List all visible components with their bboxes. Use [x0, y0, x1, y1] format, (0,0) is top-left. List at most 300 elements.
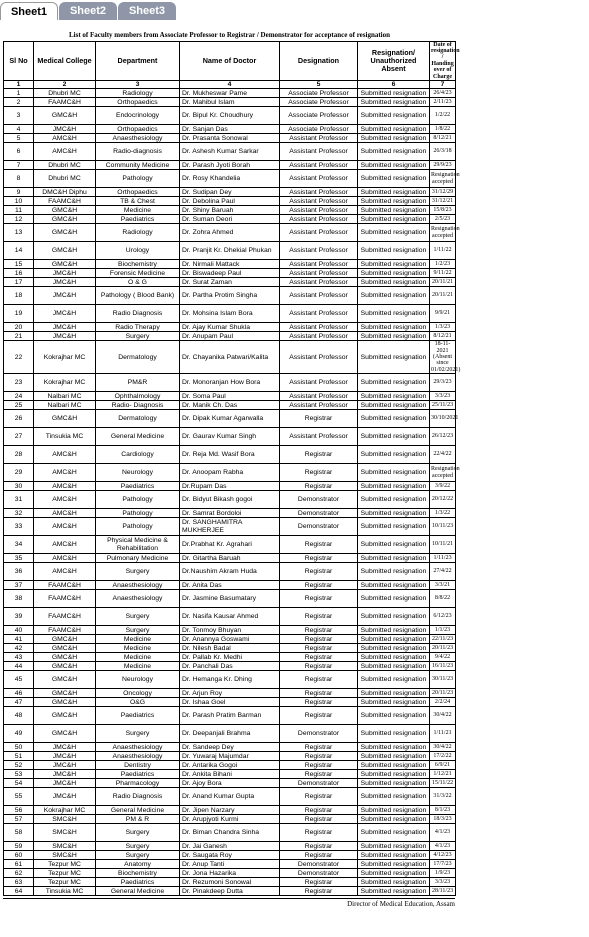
cell-medical-college: JMC&H — [34, 752, 96, 761]
cell-resignation-status: Submitted resignation — [358, 761, 430, 770]
cell-designation: Registrar — [280, 536, 358, 554]
cell-doctor-name: Dr. Reja Md. Wasif Bora — [180, 446, 280, 464]
table-row — [4, 662, 456, 671]
cell-doctor-name: Dr. Pinakdeep Dutta — [180, 887, 280, 896]
cell-date: 20/12/22 — [430, 491, 456, 509]
cell-department: Medicine — [96, 206, 180, 215]
cell-medical-college: GMC&H — [34, 725, 96, 743]
header-resignation-status: Resignation/ Unauthorized Absent — [358, 41, 430, 80]
footer-signature: Director of Medical Education, Assam — [3, 898, 455, 908]
cell-medical-college: GMC&H — [34, 242, 96, 260]
cell-date: 17/2/22 — [430, 752, 456, 761]
cell-date: 2/5/23 — [430, 215, 456, 224]
cell-medical-college: Tinsukia MC — [34, 428, 96, 446]
cell-doctor-name: Dr. Parash Jyoti Borah — [180, 161, 280, 170]
cell-date: 4/1/23 — [430, 842, 456, 851]
cell-date: 1/11/22 — [430, 242, 456, 260]
table-row — [4, 824, 456, 842]
cell-resignation-status: Submitted resignation — [358, 752, 430, 761]
cell-resignation-status: Submitted resignation — [358, 170, 430, 188]
cell-designation: Assistant Professor — [280, 170, 358, 188]
cell-sl-no: 8 — [4, 170, 34, 188]
cell-sl-no: 9 — [4, 188, 34, 197]
cell-date: 9/9/21 — [430, 305, 456, 323]
cell-department: Forensic Medicine — [96, 269, 180, 278]
cell-sl-no: 1 — [4, 89, 34, 98]
cell-sl-no: 59 — [4, 842, 34, 851]
table-row — [4, 332, 456, 341]
table-row — [4, 161, 456, 170]
cell-medical-college: JMC&H — [34, 332, 96, 341]
cell-resignation-status: Submitted resignation — [358, 482, 430, 491]
cell-resignation-status: Submitted resignation — [358, 644, 430, 653]
cell-medical-college: AMC&H — [34, 482, 96, 491]
cell-sl-no: 35 — [4, 554, 34, 563]
cell-designation: Registrar — [280, 482, 358, 491]
cell-sl-no: 64 — [4, 887, 34, 896]
cell-date: 6/9/21 — [430, 761, 456, 770]
cell-sl-no: 52 — [4, 761, 34, 770]
cell-resignation-status: Submitted resignation — [358, 887, 430, 896]
cell-resignation-status: Submitted resignation — [358, 689, 430, 698]
cell-resignation-status: Submitted resignation — [358, 401, 430, 410]
cell-doctor-name: Dr. Deepanjali Brahma — [180, 725, 280, 743]
table-row — [4, 269, 456, 278]
cell-designation: Assistant Professor — [280, 323, 358, 332]
cell-sl-no: 58 — [4, 824, 34, 842]
table-row — [4, 89, 456, 98]
cell-date: 25/11/23 — [430, 401, 456, 410]
cell-date: 29/9/23 — [430, 161, 456, 170]
cell-department: Anaesthesiology — [96, 134, 180, 143]
cell-sl-no: 24 — [4, 392, 34, 401]
cell-department: Oncology — [96, 689, 180, 698]
cell-resignation-status: Submitted resignation — [358, 842, 430, 851]
cell-date: 15/8/23 — [430, 206, 456, 215]
cell-date: 1/12/21 — [430, 770, 456, 779]
table-row — [4, 698, 456, 707]
cell-doctor-name: Dr. Sanjan Das — [180, 125, 280, 134]
cell-date: 17/7/23 — [430, 860, 456, 869]
table-row — [4, 482, 456, 491]
cell-doctor-name: Dr. Gaurav Kumar Singh — [180, 428, 280, 446]
table-body — [4, 89, 461, 896]
cell-sl-no: 15 — [4, 260, 34, 269]
cell-department: Neurology — [96, 671, 180, 689]
table-row — [4, 581, 456, 590]
cell-designation: Demonstrator — [280, 491, 358, 509]
cell-medical-college: GMC&H — [34, 635, 96, 644]
cell-date: 1/3/22 — [430, 509, 456, 518]
cell-resignation-status: Submitted resignation — [358, 392, 430, 401]
cell-doctor-name: Dr. Dipak Kumar Agarwalla — [180, 410, 280, 428]
table-row — [4, 215, 456, 224]
cell-medical-college: AMC&H — [34, 143, 96, 161]
cell-designation: Assistant Professor — [280, 401, 358, 410]
table-row — [4, 224, 456, 242]
cell-designation: Assistant Professor — [280, 197, 358, 206]
table-row — [4, 509, 456, 518]
cell-date: 1/11/21 — [430, 725, 456, 743]
cell-medical-college: FAAMC&H — [34, 590, 96, 608]
cell-date: 1/3/23 — [430, 323, 456, 332]
cell-medical-college: AMC&H — [34, 554, 96, 563]
cell-medical-college: JMC&H — [34, 305, 96, 323]
cell-sl-no: 40 — [4, 626, 34, 635]
cell-medical-college: Nalbari MC — [34, 401, 96, 410]
cell-sl-no: 2 — [4, 98, 34, 107]
cell-department: Surgery — [96, 608, 180, 626]
cell-resignation-status: Submitted resignation — [358, 635, 430, 644]
cell-designation: Registrar — [280, 887, 358, 896]
cell-doctor-name: Dr. Ajay Kumar Shukla — [180, 323, 280, 332]
cell-date: 3/9/22 — [430, 482, 456, 491]
cell-medical-college: Tezpur MC — [34, 878, 96, 887]
cell-department: Biochemistry — [96, 260, 180, 269]
table-row — [4, 125, 456, 134]
cell-resignation-status: Submitted resignation — [358, 161, 430, 170]
cell-resignation-status: Submitted resignation — [358, 242, 430, 260]
cell-resignation-status: Submitted resignation — [358, 323, 430, 332]
cell-doctor-name: Dr. Anupam Paul — [180, 332, 280, 341]
table-row — [4, 206, 456, 215]
cell-date: Resignation accepted — [430, 464, 456, 482]
cell-doctor-name: Dr. Jona Hazarika — [180, 869, 280, 878]
table-row — [4, 554, 456, 563]
cell-department: Cardiology — [96, 446, 180, 464]
cell-sl-no: 16 — [4, 269, 34, 278]
cell-doctor-name: Dr. Mohsina Islam Bora — [180, 305, 280, 323]
cell-sl-no: 57 — [4, 815, 34, 824]
column-number: 3 — [96, 80, 180, 88]
cell-designation: Registrar — [280, 806, 358, 815]
cell-sl-no: 38 — [4, 590, 34, 608]
cell-doctor-name: Dr. Monoranjan How Bora — [180, 374, 280, 392]
cell-designation: Assistant Professor — [280, 143, 358, 161]
cell-resignation-status: Submitted resignation — [358, 869, 430, 878]
cell-medical-college: JMC&H — [34, 278, 96, 287]
cell-designation: Registrar — [280, 563, 358, 581]
cell-resignation-status: Submitted resignation — [358, 188, 430, 197]
cell-medical-college: Tezpur MC — [34, 869, 96, 878]
cell-doctor-name: Dr. Gitartha Baruah — [180, 554, 280, 563]
header-name-of-doctor: Name of Doctor — [180, 41, 280, 80]
cell-department: Pharmacology — [96, 779, 180, 788]
cell-medical-college: Dhubri MC — [34, 170, 96, 188]
cell-sl-no: 36 — [4, 563, 34, 581]
cell-department: Pathology — [96, 509, 180, 518]
cell-designation: Assistant Professor — [280, 206, 358, 215]
column-number: 6 — [358, 80, 430, 88]
cell-date: 1/2/23 — [430, 260, 456, 269]
cell-designation: Assistant Professor — [280, 278, 358, 287]
cell-date: 4/12/23 — [430, 851, 456, 860]
table-row — [4, 815, 456, 824]
cell-sl-no: 49 — [4, 725, 34, 743]
cell-sl-no: 46 — [4, 689, 34, 698]
cell-doctor-name: Dr. Yuwaraj Majumdar — [180, 752, 280, 761]
cell-designation: Associate Professor — [280, 125, 358, 134]
cell-date: 10/11/21 — [430, 536, 456, 554]
cell-department: Surgery — [96, 626, 180, 635]
column-number: 7 — [430, 80, 456, 88]
cell-medical-college: FAAMC&H — [34, 197, 96, 206]
cell-department: Pulmonary Medicine — [96, 554, 180, 563]
cell-sl-no: 42 — [4, 644, 34, 653]
cell-resignation-status: Submitted resignation — [358, 590, 430, 608]
cell-sl-no: 54 — [4, 779, 34, 788]
cell-resignation-status: Submitted resignation — [358, 536, 430, 554]
cell-designation: Assistant Professor — [280, 188, 358, 197]
table-row — [4, 305, 456, 323]
cell-designation: Registrar — [280, 590, 358, 608]
cell-designation: Assistant Professor — [280, 224, 358, 242]
cell-doctor-name: Dr. Biswadeep Paul — [180, 269, 280, 278]
cell-sl-no: 28 — [4, 446, 34, 464]
cell-department: Paediatrics — [96, 878, 180, 887]
table-row — [4, 707, 456, 725]
cell-designation: Registrar — [280, 662, 358, 671]
cell-date: 30/10/2021 — [430, 410, 456, 428]
cell-doctor-name: Dr. Anoopam Rabha — [180, 464, 280, 482]
cell-designation: Registrar — [280, 770, 358, 779]
cell-sl-no: 13 — [4, 224, 34, 242]
cell-date: 26/3/18 — [430, 143, 456, 161]
cell-doctor-name: Dr. Rezumoni Sonowal — [180, 878, 280, 887]
cell-medical-college: DMC&H Diphu — [34, 188, 96, 197]
cell-doctor-name: Dr. Anita Das — [180, 581, 280, 590]
cell-sl-no: 5 — [4, 134, 34, 143]
cell-doctor-name: Dr. Jai Ganesh — [180, 842, 280, 851]
cell-doctor-name: Dr. Mahibul Islam — [180, 98, 280, 107]
cell-designation: Assistant Professor — [280, 242, 358, 260]
column-number-row — [4, 80, 456, 88]
cell-date: 16/11/23 — [430, 662, 456, 671]
cell-doctor-name: Dr. Jasmine Basumatary — [180, 590, 280, 608]
cell-designation: Registrar — [280, 878, 358, 887]
faculty-resignation-table — [3, 31, 461, 896]
cell-medical-college: GMC&H — [34, 653, 96, 662]
cell-doctor-name: Dr.Rupam Das — [180, 482, 280, 491]
cell-doctor-name: Dr. Suman Deori — [180, 215, 280, 224]
cell-designation: Registrar — [280, 635, 358, 644]
cell-resignation-status: Submitted resignation — [358, 332, 430, 341]
table-row — [4, 842, 456, 851]
cell-doctor-name: Dr. Sudipan Dey — [180, 188, 280, 197]
tab-sheet2[interactable]: Sheet2 — [59, 2, 117, 20]
cell-sl-no: 55 — [4, 788, 34, 806]
cell-sl-no: 34 — [4, 536, 34, 554]
cell-resignation-status: Submitted resignation — [358, 743, 430, 752]
cell-designation: Registrar — [280, 446, 358, 464]
cell-date: 28/11/23 — [430, 887, 456, 896]
cell-date: 4/1/23 — [430, 824, 456, 842]
table-row — [4, 374, 456, 392]
cell-department: Paediatrics — [96, 770, 180, 779]
cell-date: 8/1/23 — [430, 806, 456, 815]
cell-department: Physical Medicine & Rehabilitation — [96, 536, 180, 554]
cell-date: 10/11/23 — [430, 518, 456, 536]
cell-doctor-name: Dr. Shiny Baruah — [180, 206, 280, 215]
cell-doctor-name: Dr. Nilesh Badal — [180, 644, 280, 653]
cell-doctor-name: Dr. Arjun Roy — [180, 689, 280, 698]
cell-department: Biochemistry — [96, 869, 180, 878]
cell-designation: Assistant Professor — [280, 134, 358, 143]
cell-doctor-name: Dr. Surat Zaman — [180, 278, 280, 287]
cell-resignation-status: Submitted resignation — [358, 305, 430, 323]
cell-date: 31/12/21 — [430, 197, 456, 206]
cell-medical-college: GMC&H — [34, 707, 96, 725]
cell-sl-no: 47 — [4, 698, 34, 707]
table-row — [4, 197, 456, 206]
cell-sl-no: 56 — [4, 806, 34, 815]
cell-date: 9/4/22 — [430, 653, 456, 662]
cell-designation: Registrar — [280, 788, 358, 806]
cell-department: PM&R — [96, 374, 180, 392]
cell-medical-college: GMC&H — [34, 260, 96, 269]
cell-department: Surgery — [96, 824, 180, 842]
cell-department: Radio Therapy — [96, 323, 180, 332]
cell-medical-college: JMC&H — [34, 287, 96, 305]
cell-medical-college: GMC&H — [34, 689, 96, 698]
cell-department: Radiology — [96, 224, 180, 242]
cell-sl-no: 51 — [4, 752, 34, 761]
cell-department: Paediatrics — [96, 215, 180, 224]
cell-doctor-name: Dr. Pallab Kr. Medhi — [180, 653, 280, 662]
cell-sl-no: 23 — [4, 374, 34, 392]
table-row — [4, 188, 456, 197]
cell-doctor-name: Dr.Prabhat Kr. Agrahari — [180, 536, 280, 554]
cell-sl-no: 3 — [4, 107, 34, 125]
cell-resignation-status: Submitted resignation — [358, 215, 430, 224]
table-row — [4, 878, 456, 887]
cell-doctor-name: Dr.Naushim Akram Huda — [180, 563, 280, 581]
cell-department: Dermatology — [96, 410, 180, 428]
table-row — [4, 806, 456, 815]
cell-resignation-status: Submitted resignation — [358, 509, 430, 518]
cell-date: 1/1/23 — [430, 626, 456, 635]
cell-department: Orthopaedics — [96, 98, 180, 107]
cell-resignation-status: Submitted resignation — [358, 125, 430, 134]
cell-date: 20/11/21 — [430, 287, 456, 305]
cell-date: 2/11/23 — [430, 98, 456, 107]
cell-resignation-status: Submitted resignation — [358, 554, 430, 563]
cell-resignation-status: Submitted resignation — [358, 725, 430, 743]
cell-designation: Assistant Professor — [280, 392, 358, 401]
cell-doctor-name: Dr. Chayanika Patwari/Kalita — [180, 341, 280, 374]
cell-resignation-status: Submitted resignation — [358, 464, 430, 482]
tab-sheet1[interactable]: Sheet1 — [0, 2, 58, 20]
tab-sheet3[interactable]: Sheet3 — [118, 2, 176, 20]
cell-sl-no: 50 — [4, 743, 34, 752]
cell-department: Radio Diagnosis — [96, 305, 180, 323]
cell-doctor-name: Dr. Hemanga Kr. Dhing — [180, 671, 280, 689]
column-number: 4 — [180, 80, 280, 88]
cell-date: 20/11/23 — [430, 689, 456, 698]
cell-department: O&G — [96, 698, 180, 707]
cell-resignation-status: Submitted resignation — [358, 107, 430, 125]
cell-doctor-name: Dr. Tonmoy Bhuyan — [180, 626, 280, 635]
cell-medical-college: GMC&H — [34, 698, 96, 707]
cell-doctor-name: Dr. Anup Tanti — [180, 860, 280, 869]
cell-resignation-status: Submitted resignation — [358, 428, 430, 446]
cell-sl-no: 30 — [4, 482, 34, 491]
cell-sl-no: 39 — [4, 608, 34, 626]
cell-date: 1/2/22 — [430, 107, 456, 125]
cell-date: 22/11/23 — [430, 635, 456, 644]
cell-designation: Demonstrator — [280, 869, 358, 878]
cell-resignation-status: Submitted resignation — [358, 98, 430, 107]
cell-department: Urology — [96, 242, 180, 260]
cell-date: 27/4/22 — [430, 563, 456, 581]
cell-sl-no: 6 — [4, 143, 34, 161]
header-designation: Designation — [280, 41, 358, 80]
cell-designation: Registrar — [280, 581, 358, 590]
table-row — [4, 242, 456, 260]
cell-resignation-status: Submitted resignation — [358, 224, 430, 242]
cell-sl-no: 43 — [4, 653, 34, 662]
cell-resignation-status: Submitted resignation — [358, 410, 430, 428]
cell-medical-college: SMC&H — [34, 842, 96, 851]
cell-date: 18-11-2021 (Absent since 01/02/2021) — [431, 341, 461, 373]
table-row — [4, 107, 456, 125]
cell-designation: Registrar — [280, 815, 358, 824]
cell-date: Resignation accepted — [430, 224, 456, 242]
cell-department: Radiology — [96, 89, 180, 98]
cell-department: General Medicine — [96, 428, 180, 446]
cell-medical-college: GMC&H — [34, 206, 96, 215]
cell-department: General Medicine — [96, 806, 180, 815]
cell-resignation-status: Submitted resignation — [358, 860, 430, 869]
cell-department: Medicine — [96, 653, 180, 662]
cell-medical-college: Nalbari MC — [34, 392, 96, 401]
cell-date: 3/3/23 — [430, 392, 456, 401]
cell-medical-college: AMC&H — [34, 518, 96, 536]
cell-sl-no: 32 — [4, 509, 34, 518]
table-row — [4, 518, 456, 536]
cell-resignation-status: Submitted resignation — [358, 626, 430, 635]
cell-resignation-status: Submitted resignation — [358, 581, 430, 590]
cell-department: Anaesthesiology — [96, 581, 180, 590]
cell-designation: Registrar — [280, 464, 358, 482]
cell-designation: Assistant Professor — [280, 215, 358, 224]
cell-doctor-name: Dr. Antarika Gogoi — [180, 761, 280, 770]
cell-department: Dermatology — [96, 341, 180, 374]
cell-date: 20/11/23 — [430, 644, 456, 653]
cell-resignation-status: Submitted resignation — [358, 824, 430, 842]
cell-sl-no: 14 — [4, 242, 34, 260]
cell-department: Medicine — [96, 662, 180, 671]
cell-designation: Demonstrator — [280, 779, 358, 788]
cell-doctor-name: Dr. Sandeep Dey — [180, 743, 280, 752]
cell-designation: Demonstrator — [280, 509, 358, 518]
header-department: Department — [96, 41, 180, 80]
cell-date: 29/3/23 — [430, 374, 456, 392]
cell-doctor-name: Dr. Rosy Khandelia — [180, 170, 280, 188]
table-row — [4, 491, 456, 509]
cell-doctor-name: Dr. Ashesh Kumar Sarkar — [180, 143, 280, 161]
cell-designation: Registrar — [280, 653, 358, 662]
cell-designation: Registrar — [280, 743, 358, 752]
cell-sl-no: 27 — [4, 428, 34, 446]
table-row — [4, 143, 456, 161]
cell-date: 2/2/24 — [430, 698, 456, 707]
cell-medical-college: JMC&H — [34, 743, 96, 752]
cell-designation: Registrar — [280, 752, 358, 761]
cell-date: 31/12/29 — [430, 188, 456, 197]
table-row — [4, 446, 456, 464]
cell-date: 3/3/21 — [430, 581, 456, 590]
